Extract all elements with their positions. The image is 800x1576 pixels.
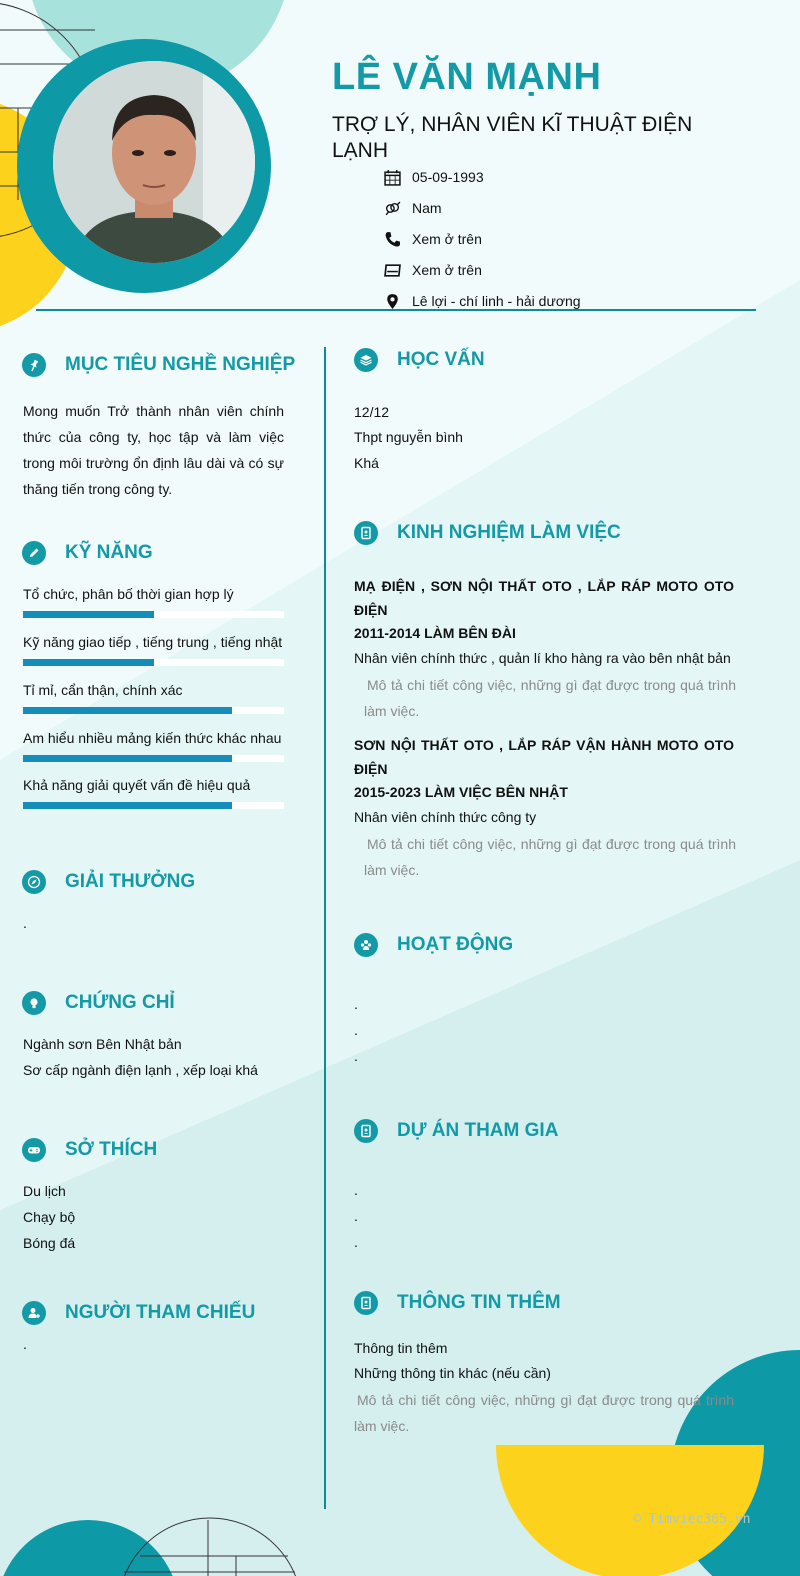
skill-bar	[23, 755, 284, 762]
skill-label: Khả năng giải quyết vấn đề hiệu quả	[23, 777, 251, 793]
skill-label: Kỹ năng giao tiếp , tiếng trung , tiếng nhật	[23, 634, 283, 650]
additional-line: Những thông tin khác (nếu cần)	[354, 1365, 551, 1381]
skill-bar	[23, 707, 284, 714]
education-line: Khá	[354, 455, 379, 471]
section-title: THÔNG TIN THÊM	[397, 1292, 561, 1313]
email-icon	[382, 260, 402, 280]
lightbulb-icon	[22, 991, 46, 1015]
section-awards-heading	[22, 870, 195, 894]
gender-icon	[382, 198, 402, 218]
hobby-item: Du lịch	[23, 1183, 66, 1199]
skill-bar-fill	[23, 802, 232, 809]
section-title: DỰ ÁN THAM GIA	[397, 1120, 559, 1141]
info-row-email	[382, 259, 482, 281]
calendar-icon	[382, 167, 402, 187]
users-icon	[354, 933, 378, 957]
hobby-item: Chạy bộ	[23, 1209, 76, 1225]
skill-bar-fill	[23, 707, 232, 714]
info-text: Nam	[412, 200, 442, 216]
skill-bar-fill	[23, 611, 154, 618]
pin-icon	[22, 353, 46, 377]
id-card-icon	[354, 1291, 378, 1315]
activity-item: .	[354, 1022, 358, 1038]
location-icon	[382, 291, 402, 311]
section-projects-heading	[354, 1119, 558, 1143]
section-title: KINH NGHIỆM LÀM VIỆC	[397, 522, 621, 543]
certificate-item: Ngành sơn Bên Nhật bản	[23, 1036, 182, 1052]
job-company: MẠ ĐIỆN , SƠN NỘI THẤT OTO , LẮP RÁP MOTO OTO ĐIỆN	[354, 578, 734, 618]
job-position: Nhân viên chính thức công ty	[354, 809, 537, 825]
skill-label: Tỉ mỉ, cẩn thận, chính xác	[23, 682, 183, 698]
section-activities-heading	[354, 933, 513, 957]
header-divider	[36, 309, 756, 311]
skill-bar	[23, 659, 284, 666]
section-title: MỤC TIÊU NGHỀ NGHIỆP	[65, 354, 296, 375]
skill-label: Am hiểu nhiều mảng kiến thức khác nhau	[23, 730, 282, 746]
section-references-heading	[22, 1301, 255, 1325]
phone-icon	[382, 229, 402, 249]
section-title: HOẠT ĐỘNG	[397, 934, 514, 955]
compass-icon	[22, 870, 46, 894]
additional-line: Thông tin thêm	[354, 1340, 448, 1356]
section-title: HỌC VẤN	[397, 349, 485, 370]
section-certificates-heading	[22, 991, 175, 1015]
section-title: GIẢI THƯỞNG	[65, 871, 196, 892]
objective-text: Mong muốn Trở thành nhân viên chính thức của công ty, học tập và làm việc trong môi trường ổn định lâu dài và có sự thăng tiến trong công ty.	[23, 403, 284, 497]
job-title: TRỢ LÝ, NHÂN VIÊN KĨ THUẬT ĐIỆN LẠNH	[332, 113, 693, 162]
info-text: 05-09-1993	[412, 169, 484, 185]
section-title: KỸ NĂNG	[65, 542, 153, 563]
section-skills-heading	[22, 541, 153, 565]
project-item: .	[354, 1208, 358, 1224]
education-line: 12/12	[354, 404, 390, 420]
info-text: Lê lợi - chí linh - hải dương	[412, 293, 581, 309]
award-item: .	[23, 915, 27, 931]
project-item: .	[354, 1182, 358, 1198]
skill-bar	[23, 802, 284, 809]
job-description: Mô tả chi tiết công việc, những gì đạt được trong quá trình làm việc.	[364, 677, 736, 719]
additional-description: Mô tả chi tiết công việc, những gì đạt được trong quá trình làm việc.	[354, 1392, 734, 1434]
gamepad-icon	[22, 1138, 46, 1162]
skill-bar-fill	[23, 659, 154, 666]
skill-label: Tổ chức, phân bố thời gian hợp lý	[23, 586, 234, 602]
job-position: Nhân viên chính thức , quản lí kho hàng ra vào bên nhật bản	[354, 650, 731, 666]
job-description: Mô tả chi tiết công việc, những gì đạt được trong quá trình làm việc.	[364, 836, 736, 878]
user-add-icon	[22, 1301, 46, 1325]
info-row-gender	[382, 197, 442, 219]
id-card-icon	[354, 1119, 378, 1143]
activity-item: .	[354, 1048, 358, 1064]
education-line: Thpt nguyễn bình	[354, 429, 463, 445]
job-period: 2011-2014 LÀM BÊN ĐÀI	[354, 625, 516, 641]
layers-icon	[354, 348, 378, 372]
section-objective-heading	[22, 353, 295, 377]
section-hobbies-heading	[22, 1138, 157, 1162]
info-row-birthday	[382, 166, 484, 188]
skill-bar-fill	[23, 755, 232, 762]
section-title: SỞ THÍCH	[65, 1139, 158, 1160]
activity-item: .	[354, 996, 358, 1012]
id-card-icon	[354, 521, 378, 545]
section-title: CHỨNG CHỈ	[65, 992, 175, 1013]
column-divider	[324, 347, 326, 1509]
skill-bar	[23, 611, 284, 618]
pencil-icon	[22, 541, 46, 565]
job-period: 2015-2023 LÀM VIỆC BÊN NHẬT	[354, 784, 568, 800]
reference-item: .	[23, 1336, 27, 1352]
candidate-name: LÊ VĂN MẠNH	[332, 56, 602, 98]
info-text: Xem ở trên	[412, 231, 482, 247]
watermark: © Timviec365.vn	[633, 1512, 751, 1527]
info-text: Xem ở trên	[412, 262, 482, 278]
section-education-heading	[354, 348, 485, 372]
job-company: SƠN NỘI THẤT OTO , LẮP RÁP VẬN HÀNH MOTO OTO ĐIỆN	[354, 737, 734, 777]
section-experience-heading	[354, 521, 621, 545]
hobby-item: Bóng đá	[23, 1235, 76, 1251]
certificate-item: Sơ cấp ngành điện lạnh , xếp loại khá	[23, 1062, 258, 1078]
project-item: .	[354, 1234, 358, 1250]
section-title: NGƯỜI THAM CHIẾU	[65, 1302, 256, 1323]
avatar	[53, 61, 255, 263]
info-row-phone	[382, 228, 482, 250]
section-additional-heading	[354, 1291, 561, 1315]
